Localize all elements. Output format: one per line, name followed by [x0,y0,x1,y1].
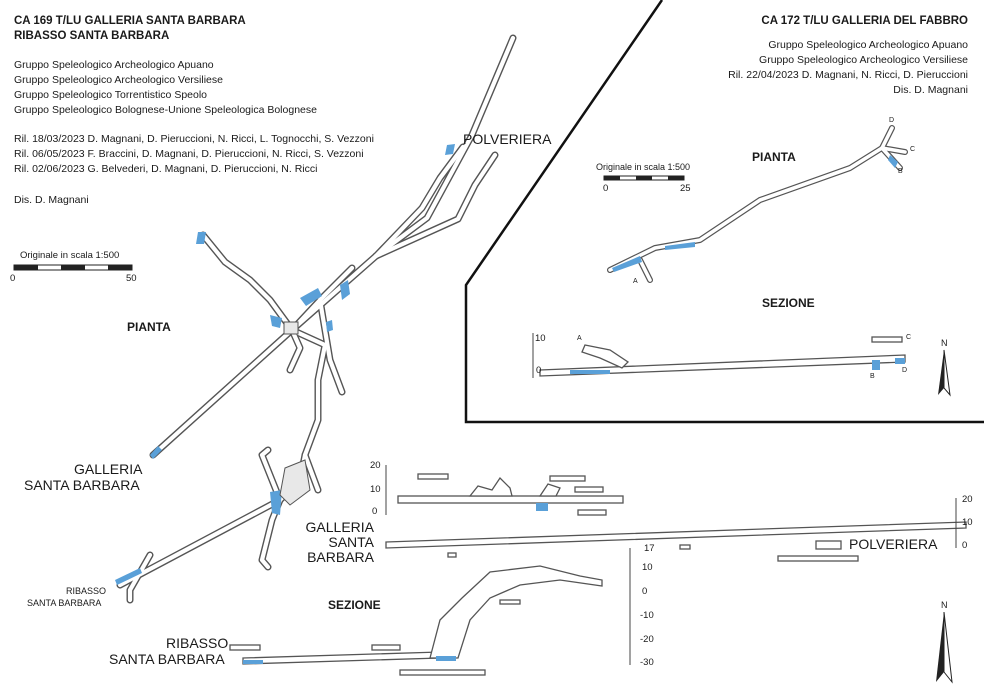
section-galleria-3: BARBARA [307,549,374,565]
lower-tick-0: 0 [642,586,648,597]
place-polveriera: POLVERIERA [463,131,552,147]
left-group-1: Gruppo Speleologico Archeologico Apuano [14,59,214,71]
right-plan-point-b: B [898,168,903,175]
left-sezione-label: SEZIONE [328,598,381,612]
right-plan-point-c: C [910,146,916,153]
right-sec-point-d: D [902,367,908,374]
right-sec-point-b: B [870,373,875,380]
right-scale-bar [604,176,684,180]
left-scale-max: 50 [126,273,137,284]
right-scale-min: 0 [603,183,609,194]
place-ribasso-small-2: SANTA BARBARA [27,598,102,608]
left-group-2: Gruppo Speleologico Archeologico Versiliese [14,74,223,86]
right-sec-tick-10: 10 [535,333,546,344]
right-tick-10: 10 [962,517,973,528]
left-group-3: Gruppo Speleologico Torrentistico Speolo [14,89,208,101]
right-survey: Ril. 22/04/2023 D. Magnani, N. Ricci, D. Pieruccioni [728,69,968,81]
left-survey-1: Ril. 18/03/2023 D. Magnani, D. Pieruccioni, N. Ricci, L. Tognocchi, S. Vezzoni [14,133,374,145]
left-plan-water [115,144,455,585]
left-plan-chambers [280,322,310,505]
right-plan-water [612,155,898,272]
lower-tick-10: 10 [642,562,653,573]
upper-tick-20: 20 [370,460,381,471]
left-scale-min: 0 [10,273,16,284]
right-pianta-label: PIANTA [752,150,796,164]
lower-tick-m20: -20 [640,634,654,645]
left-title-line-1: CA 169 T/LU GALLERIA SANTA BARBARA [14,15,246,27]
section-galleria-1: GALLERIA [305,519,374,535]
right-scale-label: Originale in scala 1:500 [596,162,691,172]
upper-tick-10: 10 [370,484,381,495]
place-galleria-1: GALLERIA [74,461,143,477]
right-tick-0: 0 [962,540,968,551]
right-sec-point-a: A [577,335,582,342]
right-group-2: Gruppo Speleologico Archeologico Versiliese [759,54,968,66]
left-plan-passages [120,38,513,600]
north-label-right: N [941,338,948,348]
place-galleria-2: SANTA BARBARA [24,477,140,493]
north-arrow-right-icon [938,350,950,395]
section-galleria-2: SANTA [328,534,374,550]
lower-tick-m10: -10 [640,610,654,621]
left-scale-label: Originale in scala 1:500 [20,250,120,261]
right-scale-max: 25 [680,183,691,194]
section-ribasso-2: SANTA BARBARA [109,651,225,667]
lower-tick-m30: -30 [640,657,654,668]
left-scale-bar [14,265,132,270]
right-sec-point-c: C [906,334,912,341]
upper-tick-0: 0 [372,506,378,517]
right-group-1: Gruppo Speleologico Archeologico Apuano [768,39,968,51]
right-sec-tick-0: 0 [536,365,542,376]
left-drawn-by: Dis. D. Magnani [14,194,89,206]
left-section-passages [230,474,966,675]
right-sezione-label: SEZIONE [762,296,815,310]
left-survey-3: Ril. 02/06/2023 G. Belvederi, D. Magnani, D. Pieruccioni, N. Ricci [14,163,318,175]
left-title-line-2: RIBASSO SANTA BARBARA [14,30,170,42]
north-arrow-left-icon [936,612,952,682]
lower-tick-17: 17 [644,543,655,554]
right-plan-point-d: D [889,117,895,124]
right-title: CA 172 T/LU GALLERIA DEL FABBRO [761,15,968,27]
right-tick-20: 20 [962,494,973,505]
right-drawn-by: Dis. D. Magnani [893,84,968,96]
left-pianta-label: PIANTA [127,320,171,334]
left-group-4: Gruppo Speleologico Bolognese-Unione Speleologica Bolognese [14,104,317,116]
section-ribasso-1: RIBASSO [166,635,229,651]
left-survey-2: Ril. 06/05/2023 F. Braccini, D. Magnani, D. Pieruccioni, N. Ricci, S. Vezzoni [14,148,364,160]
north-label-left: N [941,600,948,610]
section-polveriera: POLVERIERA [849,536,938,552]
place-ribasso-small-1: RIBASSO [66,586,107,596]
right-plan-point-a: A [633,278,638,285]
